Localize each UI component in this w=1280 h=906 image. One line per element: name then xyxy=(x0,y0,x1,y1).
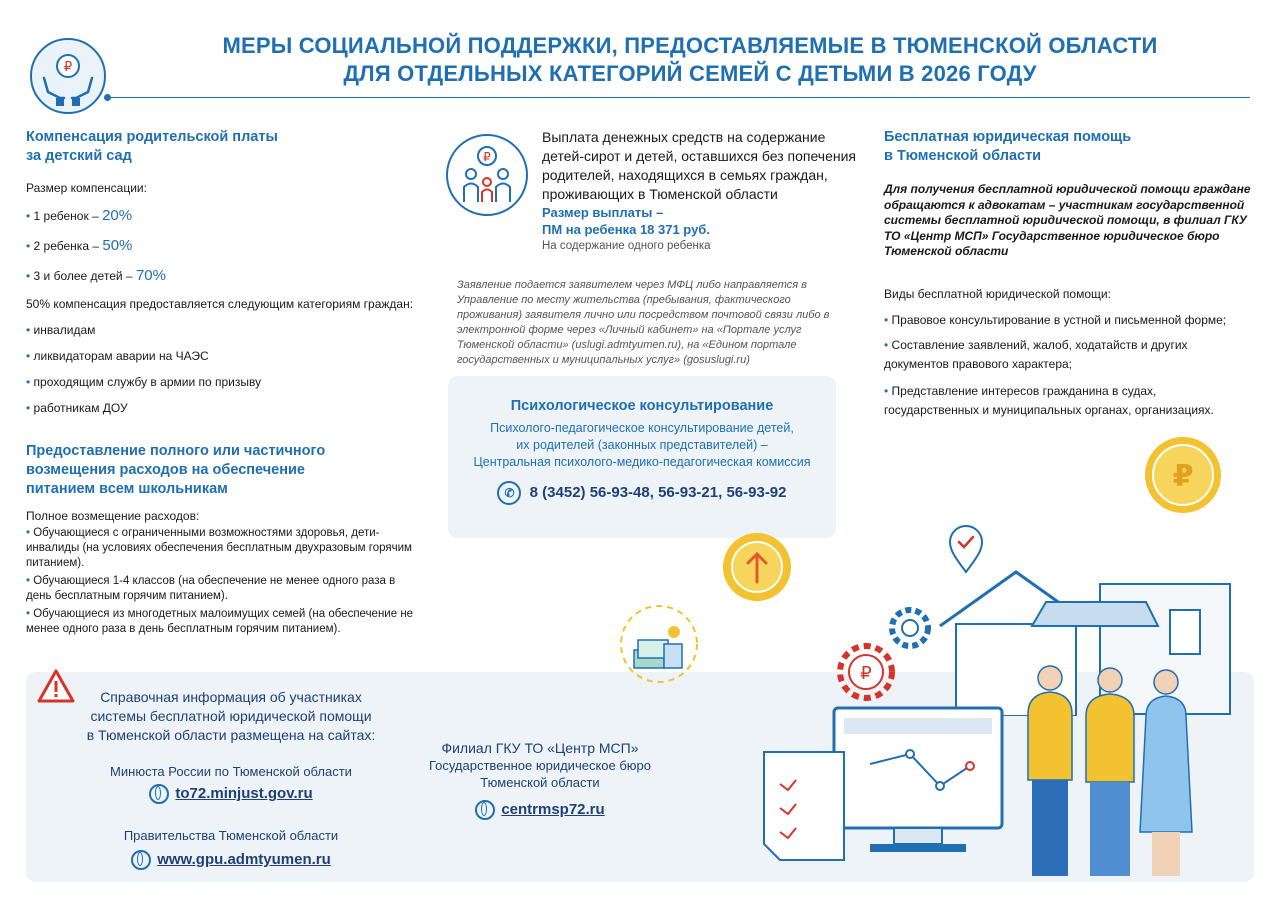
legal-type-item: • Представление интересов гражданина в судах, государственных и муниципальных органах, организациях. xyxy=(884,382,1254,420)
gov-label: Правительства Тюменской области xyxy=(123,828,339,843)
psych-heading: Психологическое консультирование xyxy=(510,398,774,414)
globe-icon xyxy=(149,784,169,804)
psych-phones[interactable]: 8 (3452) 56-93-48, 56-93-21, 56-93-92 xyxy=(529,483,787,501)
category-item: • инвалидам xyxy=(26,322,426,338)
compensation-size-label: Размер компенсации: xyxy=(26,181,147,195)
kindergarten-section xyxy=(26,128,426,416)
meals-item: • Обучающиеся 1-4 классов (на обеспечение не менее одного раза в день бесплатным горячим питанием). xyxy=(26,574,421,604)
orphans-section xyxy=(542,128,862,254)
orphans-amount: Размер выплаты – ПМ на ребенка 18 371 руб. xyxy=(542,205,710,237)
phone-icon: ✆ xyxy=(497,481,521,505)
rate-item: • 2 ребенка – 50% xyxy=(26,238,426,254)
kindergarten-heading: Компенсация родительской платы за детский сад xyxy=(26,129,278,164)
svg-text:₽: ₽ xyxy=(483,150,491,164)
psych-content xyxy=(448,398,836,505)
globe-icon xyxy=(475,800,495,820)
money-stack-icon xyxy=(616,604,702,684)
page-title: МЕРЫ СОЦИАЛЬНОЙ ПОДДЕРЖКИ, ПРЕДОСТАВЛЯЕМЫЕ В ТЮМЕНСКОЙ ОБЛАСТИ ДЛЯ ОТДЕЛЬНЫХ КАТЕГОРИЙ СЕМЕЙ С ДЕТЬМИ В 2026 ГОДУ xyxy=(222,33,1158,86)
people-illustration xyxy=(1020,660,1196,882)
meals-item: • Обучающиеся с ограниченными возможностями здоровья, дети-инвалиды (на условиях обеспечения бесплатным двухразовым горячим питанием). xyxy=(26,526,421,571)
growth-coin-icon xyxy=(718,528,796,606)
psych-phones-row xyxy=(448,481,836,505)
rate-item: • 1 ребенок – 20% xyxy=(26,208,426,224)
gov-link[interactable]: www.gpu.admtyumen.ru xyxy=(157,851,331,869)
school-meals-section xyxy=(26,442,421,637)
rate-item: • 3 и более детей – 70% xyxy=(26,268,426,284)
filial-row xyxy=(400,800,680,820)
orphans-description: Выплата денежных средств на содержание детей-сирот и детей, оставшихся без попечения родителей, находящихся в семьях граждан, проживающих в Тюменской области xyxy=(542,129,857,202)
full-reimbursement-label: Полное возмещение расходов: xyxy=(26,509,200,523)
meals-item: • Обучающиеся из многодетных малоимущих семей (на обеспечение не менее одного раза в день бесплатным горячим питанием). xyxy=(26,607,421,637)
minjust-row xyxy=(76,784,386,804)
svg-text:₽: ₽ xyxy=(1172,459,1194,494)
monitor-chart-illustration xyxy=(760,704,1020,874)
minjust-link[interactable]: to72.minjust.gov.ru xyxy=(175,785,313,803)
legal-section xyxy=(884,128,1254,420)
psych-description: Психолого-педагогическое консультирование детей, их родителей (законных представителей) – Центральная психолого-медико-педагогическая комиссия xyxy=(473,421,811,469)
ruble-coin-icon xyxy=(1140,432,1226,518)
school-meals-heading: Предоставление полного или частичного возмещения расходов на обеспечение питанием всем школьникам xyxy=(26,443,326,497)
svg-text:₽: ₽ xyxy=(860,663,872,684)
legal-heading: Бесплатная юридическая помощь в Тюменской области xyxy=(884,129,1132,164)
legal-type-item: • Правовое консультирование в устной и письменной форме; xyxy=(884,312,1254,328)
categories-intro: 50% компенсация предоставляется следующим категориям граждан: xyxy=(26,297,414,311)
legal-types-label: Виды бесплатной юридической помощи: xyxy=(884,286,1111,301)
orphans-amount-note: На содержание одного ребенка xyxy=(542,240,711,252)
family-ruble-icon xyxy=(444,132,530,218)
gov-row xyxy=(76,850,386,870)
filial-info: Филиал ГКУ ТО «Центр МСП» Государственное юридическое бюро Тюменской области xyxy=(428,740,652,790)
legal-intro: Для получения бесплатной юридической помощи граждане обращаются к адвокатам – участникам государственной системы бесплатной юридической помощи, в филиал ГКУ ТО «Центр МСП» Государственное юридическое бюро Тюменской области xyxy=(884,182,1251,258)
category-item: • ликвидаторам аварии на ЧАЭС xyxy=(26,348,426,364)
category-item: • проходящим службу в армии по призыву xyxy=(26,374,426,390)
warning-icon xyxy=(36,668,76,704)
legal-type-item: • Составление заявлений, жалоб, ходатайств и других документов правового характера; xyxy=(884,336,1254,374)
application-info: Заявление подается заявителем через МФЦ либо направляется в Управление по месту жительства (пребывания, фактического проживания) заявителя лично или посредством почтовой связи либо в электронной форме через «Личный кабинет» на «Портале услуг Тюменской области» (uslugi.admtyumen.ru), на «Едином портале государственных и муниципальных услуг» (gosuslugi.ru) xyxy=(457,279,830,366)
reference-intro: Справочная информация об участниках системы бесплатной юридической помощи в Тюменской области размещена на сайтах: xyxy=(86,689,376,743)
title-divider xyxy=(110,97,1250,98)
filial-link[interactable]: centrmsp72.ru xyxy=(501,801,605,819)
globe-icon xyxy=(131,850,151,870)
category-item: • работникам ДОУ xyxy=(26,400,426,416)
hands-ruble-logo-icon xyxy=(28,36,108,116)
minjust-label: Минюста России по Тюменской области xyxy=(110,764,352,779)
svg-text:₽: ₽ xyxy=(63,60,73,75)
